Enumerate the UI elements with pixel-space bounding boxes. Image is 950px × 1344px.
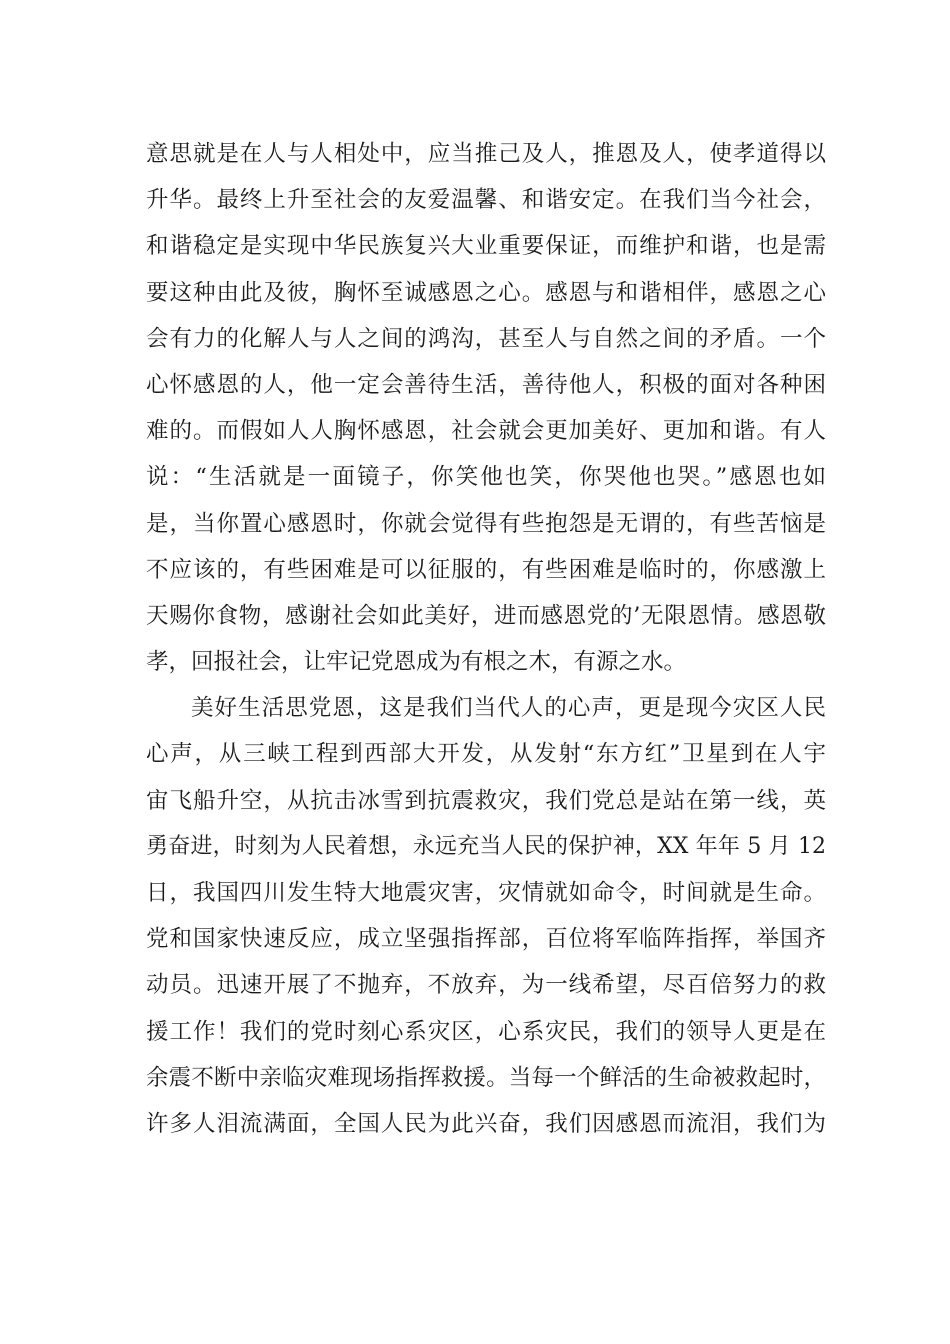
text-line: 说：“生活就是一面镜子，你笑他也笑，你哭他也哭。”感恩也如: [146, 464, 826, 491]
text-line: 援工作！我们的党时刻心系灾区，心系灾民，我们的领导人更是在: [146, 1018, 826, 1045]
text-line: 难的。而假如人人胸怀感恩，社会就会更加美好、更加和谐。有人: [146, 418, 826, 445]
text-line: 要这种由此及彼，胸怀至诚感恩之心。感恩与和谐相伴，感恩之心: [146, 279, 826, 306]
text-line: 宙飞船升空，从抗击冰雪到抗震救灾，我们党总是站在第一线，英: [146, 787, 826, 814]
text-line: 心声，从三峡工程到西部大开发，从发射“东方红”卫星到在人宇: [146, 741, 826, 768]
text-line: 日，我国四川发生特大地震灾害，灾情就如命令，时间就是生命。: [146, 880, 826, 906]
text-line: 心怀感恩的人，他一定会善待生活，善待他人，积极的面对各种困: [146, 371, 826, 398]
text-line: 意思就是在人与人相处中，应当推己及人，推恩及人，使孝道得以: [146, 141, 826, 167]
text-line: 是，当你置心感恩时，你就会觉得有些抱怨是无谓的，有些苦恼是: [146, 510, 826, 537]
text-line: 和谐稳定是实现中华民族复兴大业重要保证，而维护和谐，也是需: [146, 233, 826, 260]
text-line: 动员。迅速开展了不抛弃，不放弃，为一线希望，尽百倍努力的救: [146, 972, 826, 999]
text-line: 天赐你食物，感谢社会如此美好，进而感恩党的’无限恩情。感恩敬: [146, 602, 826, 629]
text-line: 余震不断中亲临灾难现场指挥救援。当每一个鲜活的生命被救起时，: [146, 1064, 826, 1091]
text-line: 美好生活思党恩，这是我们当代人的心声，更是现今灾区人民: [191, 695, 826, 722]
text-line: 许多人泪流满面，全国人民为此兴奋，我们因感恩而流泪，我们为: [146, 1110, 826, 1137]
body-text: [146, 131, 826, 1147]
text-line: 党和国家快速反应，成立坚强指挥部，百位将军临阵指挥，举国齐: [146, 926, 826, 953]
text-line: 勇奋进，时刻为人民着想，永远充当人民的保护神，XX 年年 5 月 12: [146, 833, 826, 859]
text-line: 孝，回报社会，让牢记党恩成为有根之木，有源之水。: [146, 649, 687, 676]
text-line: 升华。最终上升至社会的友爱温馨、和谐安定。在我们当今社会，: [146, 187, 826, 214]
text-line: 会有力的化解人与人之间的鸿沟，甚至人与自然之间的矛盾。一个: [146, 325, 826, 352]
text-line: 不应该的，有些困难是可以征服的，有些困难是临时的，你感激上: [146, 556, 826, 583]
